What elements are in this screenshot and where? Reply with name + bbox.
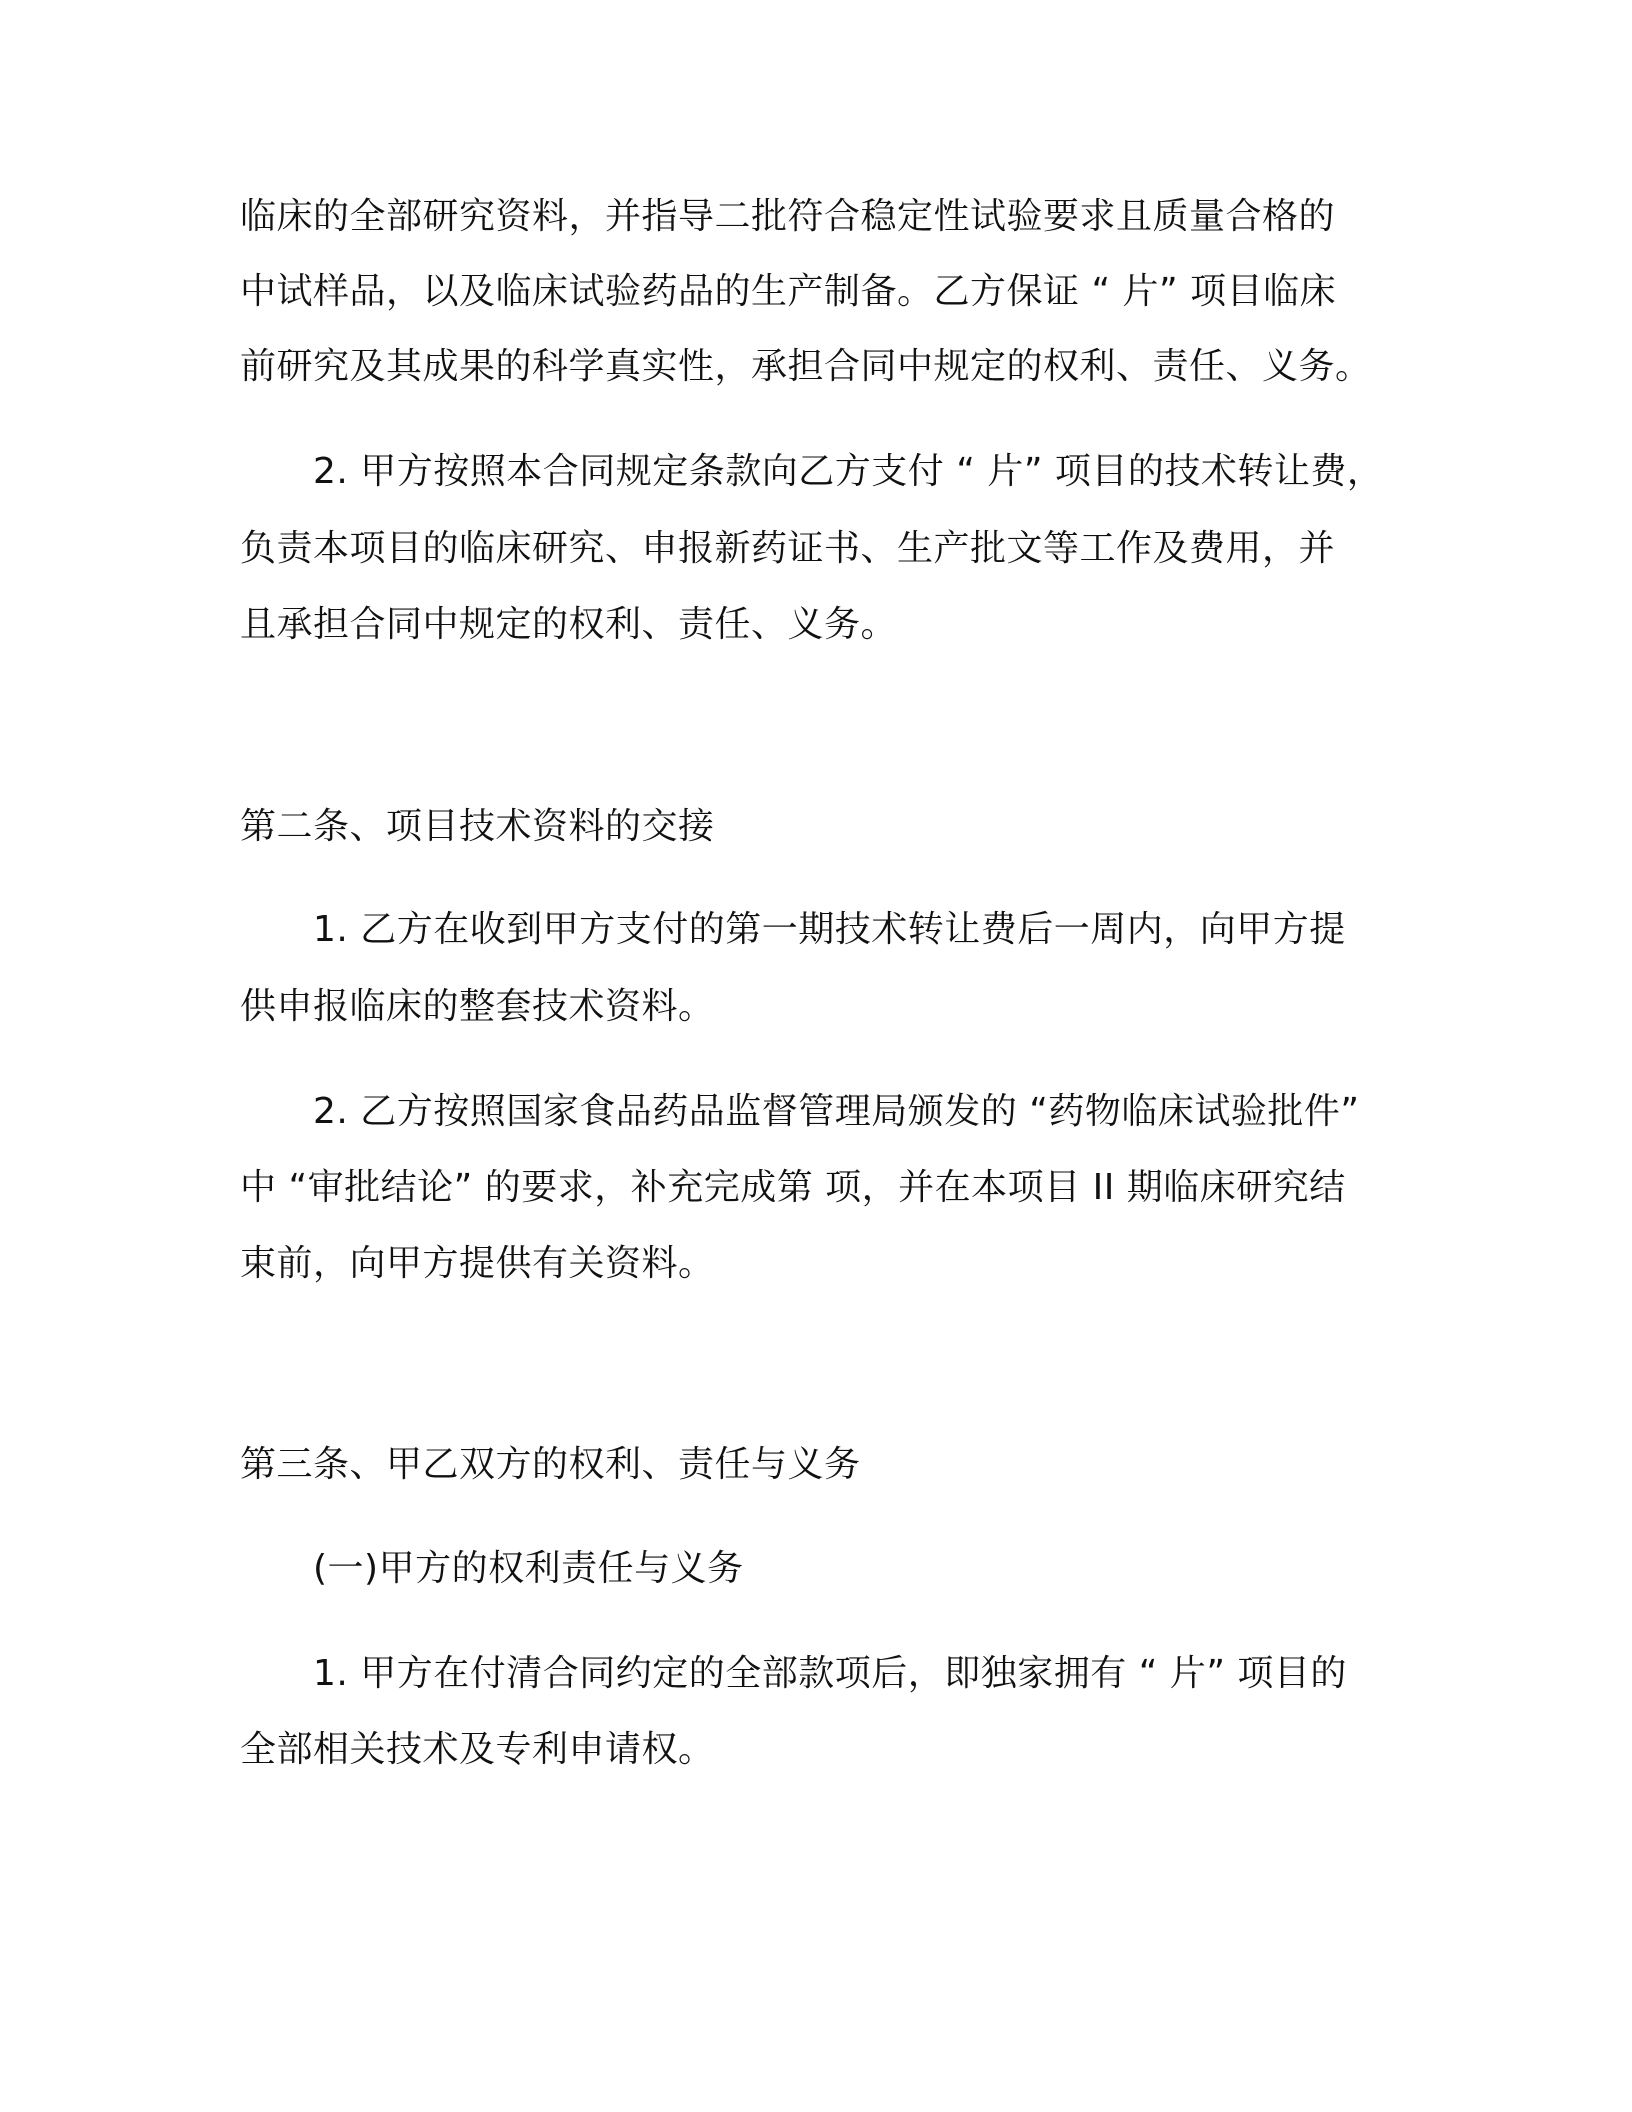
- paragraph-line: 中 “审批结论” 的要求，补充完成第 项，并在本项目 II 期临床研究结: [240, 1167, 1346, 1208]
- section-heading: 第二条、项目技术资料的交接: [240, 806, 715, 847]
- paragraph-line: 2. 乙方按照国家食品药品监督管理局颁发的 “药物临床试验批件”: [313, 1091, 1360, 1132]
- paragraph-line: 供申报临床的整套技术资料。: [240, 986, 715, 1027]
- paragraph-line: 且承担合同中规定的权利、责任、义务。: [240, 604, 898, 645]
- paragraph-line: 1. 甲方在付清合同约定的全部款项后，即独家拥有 “ 片” 项目的: [313, 1653, 1347, 1694]
- paragraph-line: 临床的全部研究资料，并指导二批符合稳定性试验要求且质量合格的: [240, 196, 1336, 237]
- paragraph-line: 全部相关技术及专利申请权。: [240, 1729, 715, 1770]
- paragraph-line: 束前，向甲方提供有关资料。: [240, 1243, 715, 1284]
- section-heading: 第三条、甲乙双方的权利、责任与义务: [240, 1444, 861, 1485]
- subsection-heading: (一)甲方的权利责任与义务: [313, 1548, 744, 1589]
- paragraph-line: 前研究及其成果的科学真实性，承担合同中规定的权利、责任、义务。: [240, 346, 1372, 387]
- paragraph-line: 1. 乙方在收到甲方支付的第一期技术转让费后一周内，向甲方提: [313, 909, 1346, 950]
- paragraph-line: 中试样品，以及临床试验药品的生产制备。乙方保证 “ 片” 项目临床: [240, 271, 1337, 312]
- paragraph-line: 负责本项目的临床研究、申报新药证书、生产批文等工作及费用，并: [240, 528, 1336, 569]
- paragraph-line: 2. 甲方按照本合同规定条款向乙方支付 “ 片” 项目的技术转让费，: [313, 451, 1384, 492]
